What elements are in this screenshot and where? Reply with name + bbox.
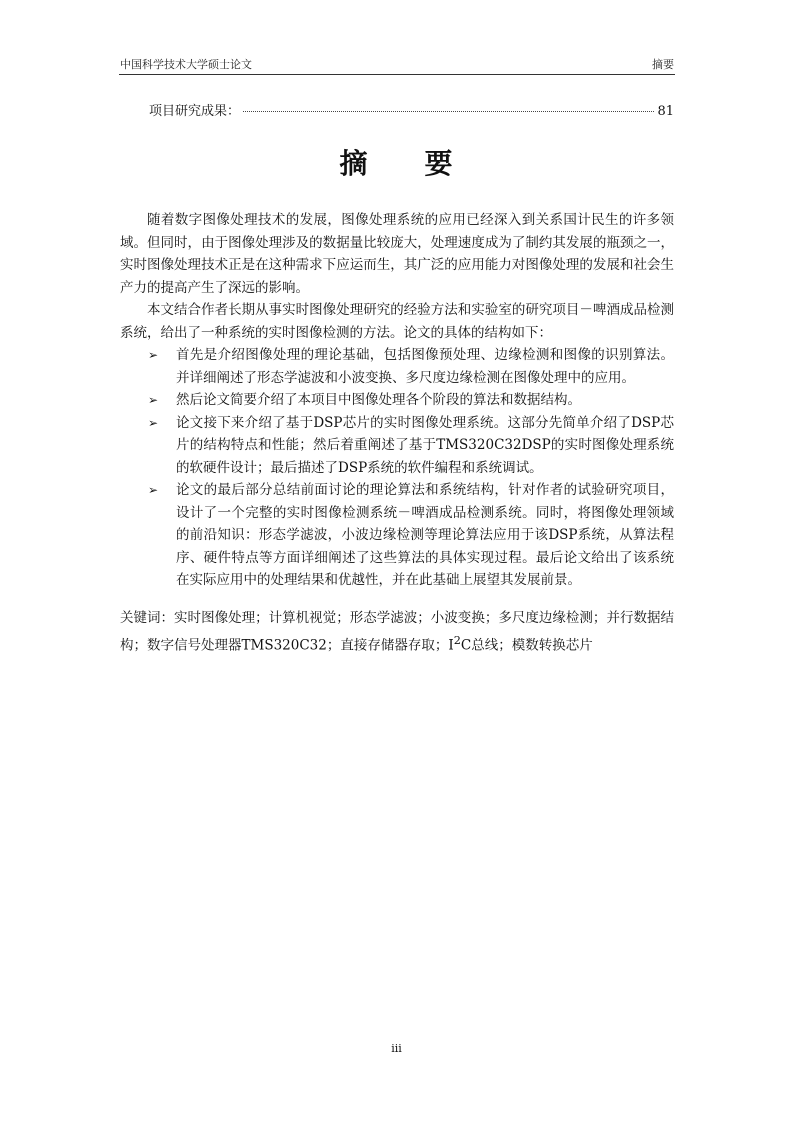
abstract-title-char-2: 要 — [424, 147, 454, 180]
arrow-bullet-icon: ➢ — [148, 348, 159, 362]
toc-dot-leader — [243, 111, 654, 112]
structure-list — [120, 344, 674, 592]
arrow-bullet-icon: ➢ — [148, 483, 159, 497]
abstract-paragraph-2: 本文结合作者长期从事实时图像处理研究的经验方法和实验室的研究项目－啤酒成品检测系统，给出了一种系统的实时图像检测的方法。论文的具体的结构如下： — [120, 302, 674, 341]
list-item — [120, 479, 674, 592]
keywords-text: 关键词：实时图像处理；计算机视觉；形态学滤波；小波变换；多尺度边缘检测；并行数据结构；数字信号处理器TMS320C32；直接存储器存取；I — [120, 610, 674, 653]
header-thesis-title: 中国科学技术大学硕士论文 — [120, 58, 252, 71]
toc-entry-label: 项目研究成果： — [149, 104, 241, 119]
abstract-title — [0, 142, 793, 182]
list-item-text: 然后论文简要介绍了本项目中图像处理各个阶段的算法和数据结构。 — [176, 392, 581, 408]
page-number: iii — [391, 1042, 402, 1055]
list-item — [120, 344, 674, 389]
arrow-bullet-icon: ➢ — [148, 393, 159, 407]
list-item — [120, 389, 674, 412]
list-item-text: 论文的最后部分总结前面讨论的理论算法和系统结构，针对作者的试验研究项目，设计了一个完整的实时图像检测系统－啤酒成品检测系统。同时，将图像处理领域的前沿知识：形态学滤波，小波边缘检测等理论算法应用于该DSP系统，从算法程序、硬件特点等方面详细阐述了这些算法的具体实现过程。最后论文给出了该系统在实际应用中的处理结果和优越性，并在此基础上展望其发展前景。 — [176, 482, 674, 588]
abstract-title-char-1: 摘 — [339, 147, 369, 180]
abstract-paragraph-1: 随着数字图像处理技术的发展，图像处理系统的应用已经深入到关系国计民生的许多领域。但同时，由于图像处理涉及的数据量比较庞大，处理速度成为了制约其发展的瓶颈之一，实时图像处理技术正是在这种需求下应运而生，其广泛的应用能力对图像处理的发展和社会生产力的提高产生了深远的影响。 — [120, 212, 674, 296]
list-item — [120, 412, 674, 480]
keywords-text-end: C总线；模数转换芯片 — [460, 637, 593, 653]
keywords — [120, 607, 674, 657]
list-item-text: 论文接下来介绍了基于DSP芯片的实时图像处理系统。这部分先简单介绍了DSP芯片的结构特点和性能；然后着重阐述了基于TMS320C32DSP的实时图像处理系统的软硬件设计；最后描述了DSP系统的软件编程和系统调试。 — [176, 414, 674, 476]
header-rule — [119, 74, 675, 75]
header-section-name: 摘要 — [652, 58, 674, 71]
arrow-bullet-icon: ➢ — [148, 415, 159, 430]
toc-entry — [149, 100, 674, 119]
running-header — [120, 56, 674, 72]
toc-entry-page: 81 — [657, 104, 674, 119]
keywords-superscript: 2 — [453, 633, 461, 647]
abstract-body — [120, 209, 674, 592]
list-item-text: 首先是介绍图像处理的理论基础，包括图像预处理、边缘检测和图像的识别算法。并详细阐述了形态学滤波和小波变换、多尺度边缘检测在图像处理中的应用。 — [176, 347, 674, 386]
